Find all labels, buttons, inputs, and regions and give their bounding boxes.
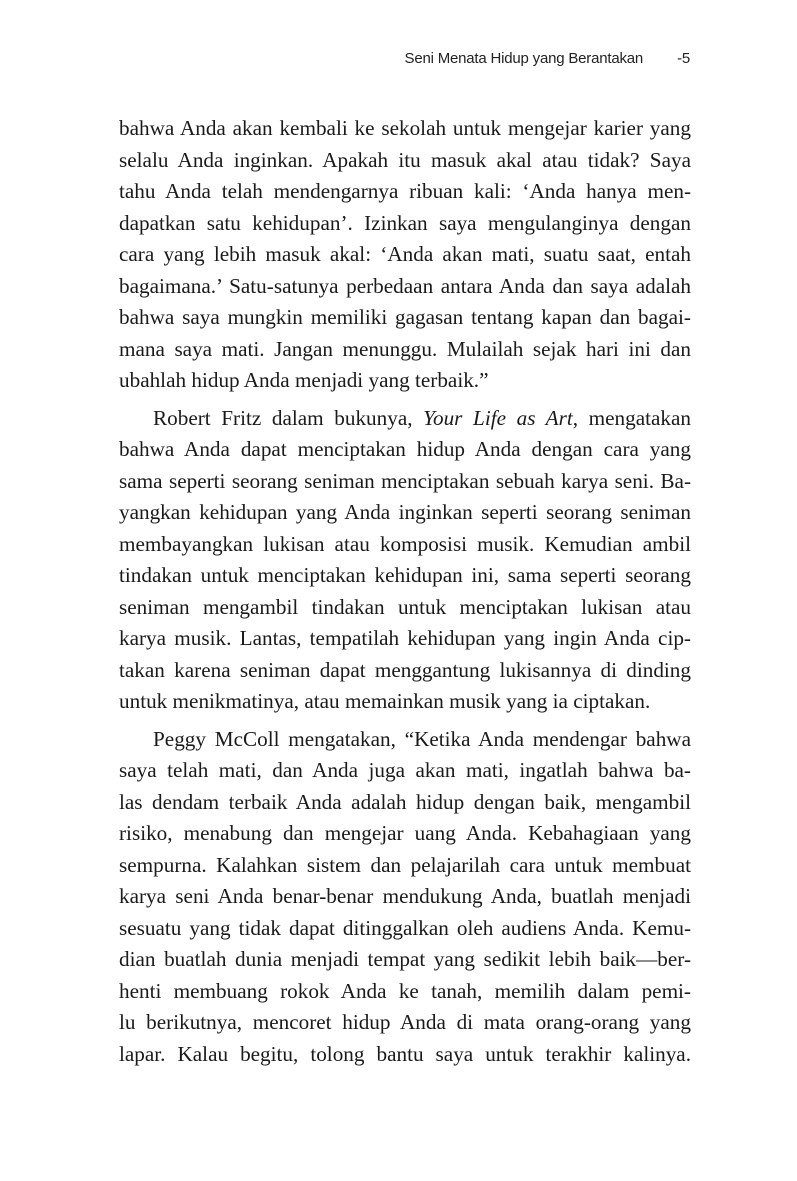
text-line: tahu Anda telah mendengarnya ribuan kali: ‘Anda hanya men-	[119, 179, 691, 203]
text-line: untuk menikmatinya, atau memainkan musik yang ia ciptakan.	[119, 689, 651, 713]
paragraph-3	[119, 724, 691, 1071]
text-line: tindakan untuk menciptakan kehidupan ini, sama seperti seorang	[119, 563, 691, 587]
text-line: bahwa Anda dapat menciptakan hidup Anda dengan cara yang	[119, 437, 691, 461]
text-line: las dendam terbaik Anda adalah hidup dengan baik, mengambil	[119, 789, 691, 814]
text-line: bagaimana.’ Satu-satunya perbedaan antara Anda dan saya adalah	[119, 273, 691, 298]
text-line: cara yang lebih masuk akal: ‘Anda akan mati, suatu saat, entah	[119, 242, 691, 266]
text-line: saya telah mati, dan Anda juga akan mati, ingatlah bahwa ba-	[119, 758, 691, 782]
text-line: mana saya mati. Jangan menunggu. Mulailah sejak hari ini dan	[119, 336, 691, 361]
page-number: -5	[677, 50, 690, 67]
book-title: Your Life as Art	[423, 405, 573, 430]
text-line: membayangkan lukisan atau komposisi musik. Kemudian ambil	[119, 531, 691, 556]
text-line: bahwa Anda akan kembali ke sekolah untuk mengejar karier yang	[119, 116, 691, 140]
text-line: sesuatu yang tidak dapat ditinggalkan oleh audiens Anda. Kemu-	[119, 915, 691, 940]
text-line: karya musik. Lantas, tempatilah kehidupan yang ingin Anda cip-	[119, 626, 691, 650]
text-line	[119, 403, 691, 435]
text-line: ubahlah hidup Anda menjadi yang terbaik.”	[119, 368, 489, 392]
text-line: seniman mengambil tindakan untuk menciptakan lukisan atau	[119, 594, 691, 619]
text-line: lapar. Kalau begitu, tolong bantu saya untuk terakhir kalinya.	[119, 1041, 691, 1066]
text-line: karya seni Anda benar-benar mendukung Anda, buatlah menjadi	[119, 884, 691, 908]
text-run: Robert Fritz dalam bukunya,	[153, 405, 424, 430]
text-line: henti membuang rokok Anda ke tanah, memilih dalam pemi-	[119, 978, 691, 1003]
text-line: bahwa saya mungkin memiliki gagasan tentang kapan dan bagai-	[119, 305, 691, 329]
text-line: sempurna. Kalahkan sistem dan pelajarilah cara untuk membuat	[119, 852, 691, 877]
text-line: risiko, menabung dan mengejar uang Anda. Kebahagiaan yang	[119, 821, 691, 845]
text-line: takan karena seniman dapat menggantung lukisannya di dinding	[119, 657, 691, 682]
text-line: selalu Anda inginkan. Apakah itu masuk akal atau tidak? Saya	[119, 147, 691, 172]
text-line: yangkan kehidupan yang Anda inginkan seperti seorang seniman	[119, 500, 691, 524]
paragraph-1	[119, 113, 691, 397]
body-text	[119, 113, 691, 1076]
running-header-title: Seni Menata Hidup yang Berantakan	[404, 50, 644, 67]
paragraph-2	[119, 403, 691, 718]
text-line: lu berikutnya, mencoret hidup Anda di mata orang-orang yang	[119, 1010, 691, 1034]
text-line: dapatkan satu kehidupan’. Izinkan saya mengulanginya dengan	[119, 210, 691, 235]
text-run: , mengatakan	[572, 405, 692, 430]
running-header	[405, 50, 690, 67]
text-line: Peggy McColl mengatakan, “Ketika Anda mendengar bahwa	[153, 726, 691, 751]
text-line: sama seperti seorang seniman menciptakan sebuah karya seni. Ba-	[119, 468, 691, 493]
text-line: dian buatlah dunia menjadi tempat yang sedikit lebih baik—ber-	[119, 947, 691, 971]
